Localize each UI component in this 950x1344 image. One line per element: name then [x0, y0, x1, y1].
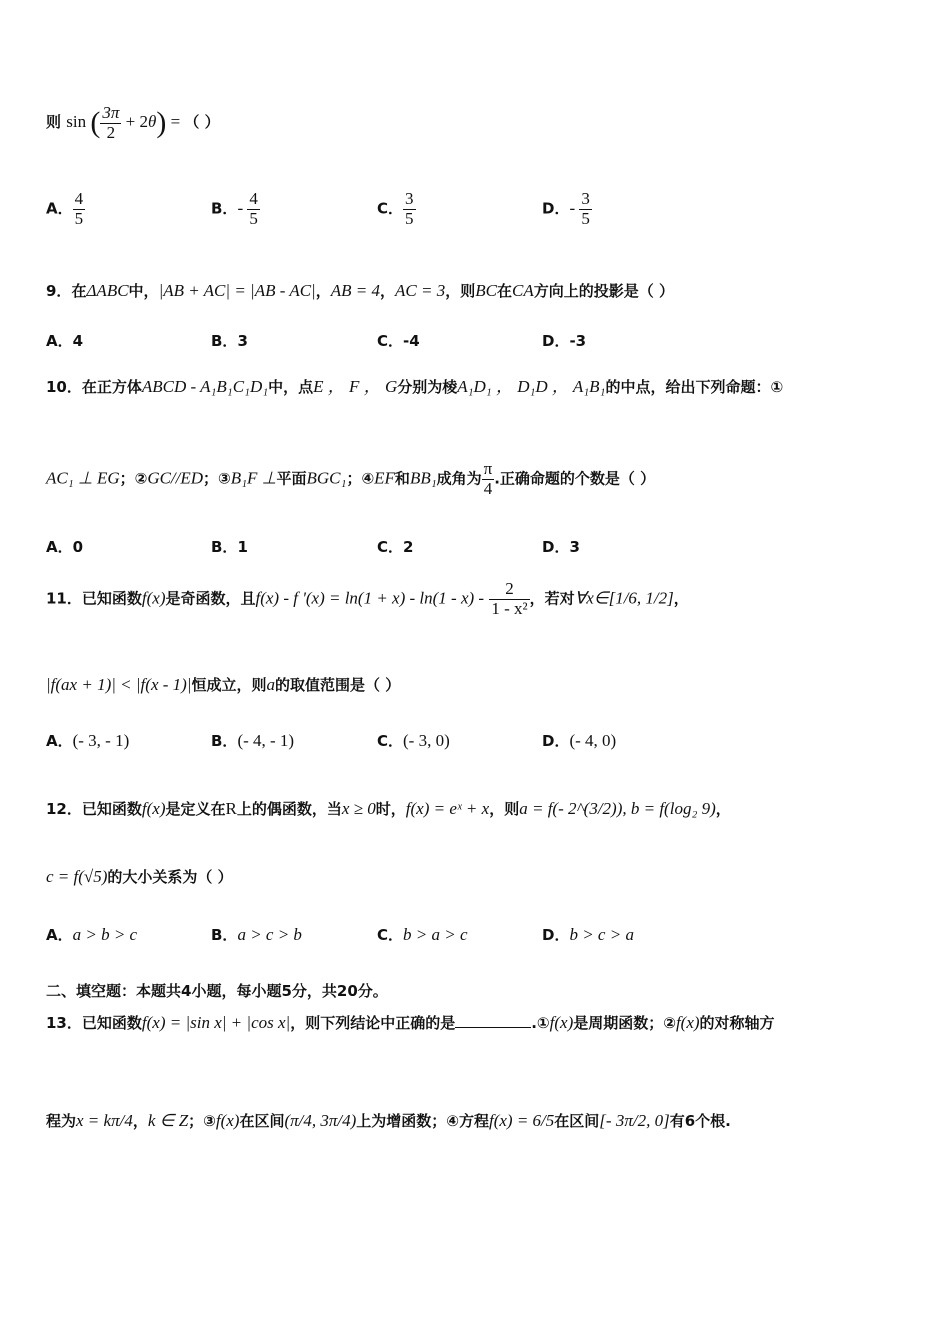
q11-option-d[interactable]: D．(- 4, 0): [542, 731, 617, 750]
q12-stem: 12．已知函数f(x)是定义在R上的偶函数，当x ≥ 0时，f(x) = eˣ + x，则a = f(- 2^(3/2)), b = f(log₂ 9)，: [46, 799, 731, 818]
answer-blank[interactable]: [455, 1015, 531, 1028]
q12-option-c[interactable]: C．b > a > c: [377, 925, 468, 944]
q9-option-a[interactable]: A．4: [46, 332, 84, 350]
q8-option-a[interactable]: A． $\frac{4}{5}$: [46, 189, 84, 228]
q12-option-d[interactable]: D．b > c > a: [542, 925, 634, 944]
q8-prefix: 则: [46, 113, 62, 132]
section2-heading: 二、填空题：本题共4小题，每小题5分，共20分。: [46, 982, 388, 1000]
q11-option-b[interactable]: B．(- 4, - 1): [211, 731, 295, 750]
q10-option-d[interactable]: D．3: [542, 538, 580, 556]
q9-option-b[interactable]: B．3: [211, 332, 248, 350]
q12-option-a[interactable]: A．a > b > c: [46, 925, 138, 944]
q11-option-a[interactable]: A．(- 3, - 1): [46, 731, 130, 750]
q10-stem: 10．在正方体ABCD - A₁B₁C₁D₁中，点E ， F ， G分别为棱A₁D₁ ， D₁D ， A₁B₁的中点，给出下列命题：①: [46, 377, 784, 396]
q12-c-def: c = f(√5)的大小关系为（ ）: [46, 867, 233, 886]
q9-option-d[interactable]: D．-3: [542, 332, 587, 350]
q9-stem: 9．在ΔABC中，|AB + AC| = |AB - AC|，AB = 4，AC = 3，则BC在CA方向上的投影是（ ）: [46, 281, 674, 300]
q8-expression: sin ( $\frac{3\pi}{2}$ + 2θ) =: [66, 103, 185, 142]
q13-stem: 13．已知函数f(x) = |sin x| + |cos x|，则下列结论中正确的是 .①f(x)是周期函数；②f(x)的对称轴方: [46, 1013, 775, 1032]
q8-suffix: （ ）: [184, 113, 220, 132]
q11-condition: |f(ax + 1)| < |f(x - 1)|恒成立，则a的取值范围是（ ）: [46, 675, 401, 694]
q9-option-c[interactable]: C．-4: [377, 332, 420, 350]
q8-option-d[interactable]: D．- $\frac{3}{5}$: [542, 189, 590, 228]
q8-option-c[interactable]: C． $\frac{3}{5}$: [377, 189, 414, 228]
q10-option-c[interactable]: C．2: [377, 538, 414, 556]
q8-stem: [46, 104, 220, 142]
q10-option-a[interactable]: A．0: [46, 538, 84, 556]
q11-option-c[interactable]: C．(- 3, 0): [377, 731, 450, 750]
q13-continued: 程为x = kπ/4，k ∈ Z；③f(x)在区间(π/4, 3π/4)上为增函数；④方程f(x) = 6/5在区间[- 3π/2, 0]有6个根.: [46, 1111, 731, 1130]
q12-option-b[interactable]: B．a > c > b: [211, 925, 302, 944]
q10-option-b[interactable]: B．1: [211, 538, 248, 556]
q11-stem: 11．已知函数f(x)是奇函数，且f(x) - f '(x) = ln(1 + x) - ln(1 - x) - $\frac{2}{\text{1 - x²}}$ ，若对∀x∈[1/6, 1/2]，: [46, 579, 689, 618]
q8-option-b[interactable]: B．- $\frac{4}{5}$: [211, 189, 258, 228]
q10-propositions: AC₁ ⊥ EG；②GC//ED；③B₁F ⊥平面BGC₁；④EF和BB₁成角为 $\frac{\pi}{4}$ .正确命题的个数是（ ）: [46, 459, 656, 498]
